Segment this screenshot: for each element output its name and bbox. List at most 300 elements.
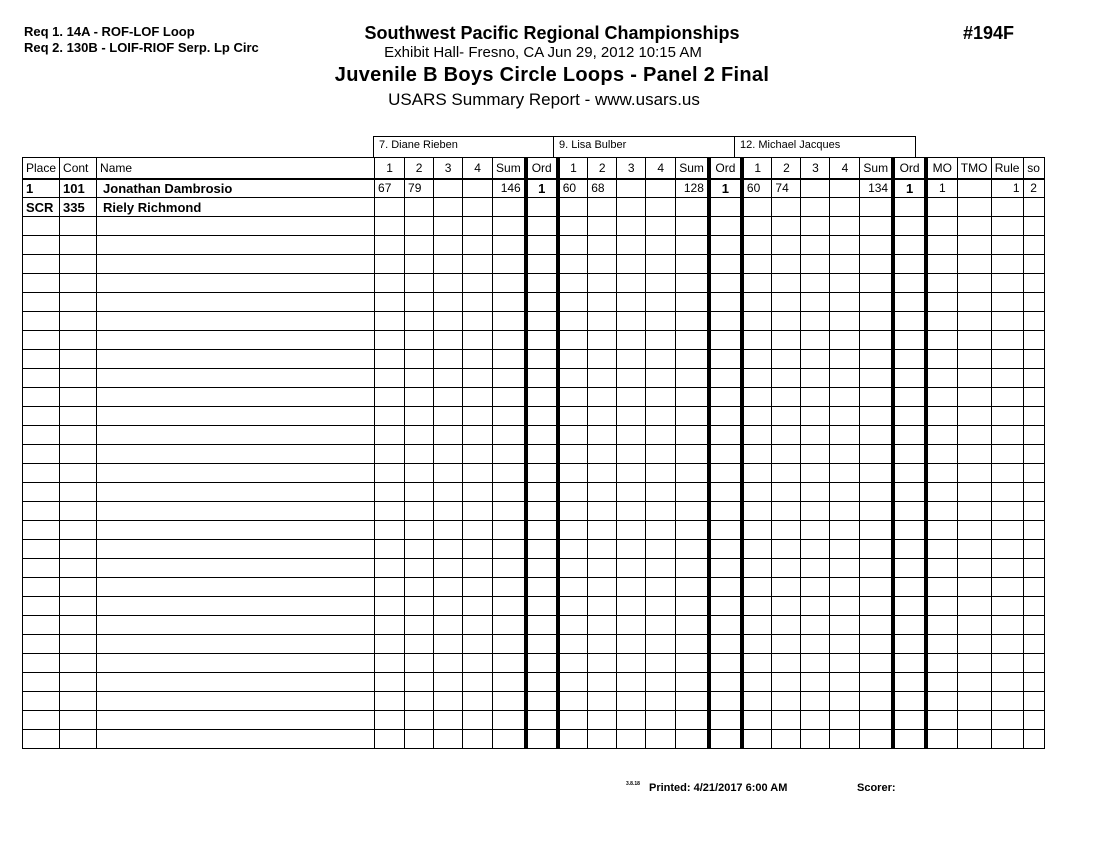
blank-cell <box>617 293 646 312</box>
blank-cell <box>893 521 926 540</box>
blank-cell <box>493 217 526 236</box>
blank-cell <box>830 312 860 331</box>
blank-cell <box>405 293 434 312</box>
blank-cell <box>676 616 709 635</box>
blank-cell <box>558 654 588 673</box>
blank-cell <box>97 426 375 445</box>
blank-cell <box>893 597 926 616</box>
j3-sum: 134 <box>860 179 893 198</box>
j1-sum: 146 <box>493 179 526 198</box>
blank-cell <box>957 312 991 331</box>
blank-cell <box>646 616 676 635</box>
blank-cell <box>463 521 493 540</box>
blank-cell <box>676 312 709 331</box>
blank-cell <box>60 369 97 388</box>
blank-cell <box>23 692 60 711</box>
blank-cell <box>646 331 676 350</box>
blank-cell <box>991 730 1023 749</box>
blank-cell <box>830 464 860 483</box>
scorer-label: Scorer: <box>857 782 896 794</box>
blank-cell <box>97 407 375 426</box>
j1-score-4 <box>463 179 493 198</box>
blank-table-row <box>23 369 1045 388</box>
blank-cell <box>434 559 463 578</box>
blank-cell <box>60 274 97 293</box>
blank-cell <box>709 730 742 749</box>
blank-cell <box>1023 521 1044 540</box>
blank-cell <box>830 559 860 578</box>
blank-cell <box>617 578 646 597</box>
blank-table-row <box>23 350 1045 369</box>
blank-cell <box>60 502 97 521</box>
blank-cell <box>1023 236 1044 255</box>
blank-cell <box>375 578 405 597</box>
blank-cell <box>991 483 1023 502</box>
blank-cell <box>1023 274 1044 293</box>
blank-cell <box>709 331 742 350</box>
blank-cell <box>375 464 405 483</box>
blank-cell <box>676 426 709 445</box>
blank-cell <box>463 369 493 388</box>
j2-col-2: 2 <box>588 158 617 179</box>
blank-cell <box>375 730 405 749</box>
blank-cell <box>375 692 405 711</box>
software-version: 3.8.18 <box>626 781 640 787</box>
blank-cell <box>97 445 375 464</box>
blank-cell <box>772 502 801 521</box>
blank-cell <box>463 673 493 692</box>
blank-cell <box>23 730 60 749</box>
blank-cell <box>617 559 646 578</box>
blank-cell <box>742 369 772 388</box>
j1-ord: 1 <box>526 179 558 198</box>
blank-cell <box>617 635 646 654</box>
blank-cell <box>493 331 526 350</box>
blank-cell <box>493 559 526 578</box>
place-cell: SCR <box>23 198 60 217</box>
j2-ord <box>709 198 742 217</box>
blank-cell <box>617 331 646 350</box>
blank-cell <box>434 217 463 236</box>
blank-cell <box>860 350 893 369</box>
col-header-tmo: TMO <box>957 158 991 179</box>
blank-cell <box>60 578 97 597</box>
j3-col-2: 2 <box>772 158 801 179</box>
blank-cell <box>434 388 463 407</box>
blank-cell <box>1023 654 1044 673</box>
blank-table-row <box>23 293 1045 312</box>
blank-cell <box>957 350 991 369</box>
blank-cell <box>646 255 676 274</box>
blank-cell <box>893 464 926 483</box>
blank-cell <box>617 350 646 369</box>
blank-cell <box>830 331 860 350</box>
blank-cell <box>434 331 463 350</box>
blank-cell <box>588 730 617 749</box>
blank-cell <box>558 426 588 445</box>
blank-cell <box>434 521 463 540</box>
blank-cell <box>405 616 434 635</box>
blank-cell <box>676 540 709 559</box>
blank-cell <box>558 369 588 388</box>
j2-sum: 128 <box>676 179 709 198</box>
blank-cell <box>957 502 991 521</box>
blank-cell <box>801 274 830 293</box>
blank-cell <box>558 483 588 502</box>
blank-cell <box>375 350 405 369</box>
blank-cell <box>375 426 405 445</box>
blank-cell <box>588 483 617 502</box>
blank-cell <box>97 350 375 369</box>
blank-cell <box>709 274 742 293</box>
blank-cell <box>772 369 801 388</box>
blank-cell <box>588 692 617 711</box>
blank-table-row <box>23 331 1045 350</box>
blank-cell <box>60 293 97 312</box>
blank-cell <box>558 597 588 616</box>
blank-cell <box>646 445 676 464</box>
blank-cell <box>742 711 772 730</box>
blank-cell <box>493 540 526 559</box>
blank-cell <box>558 255 588 274</box>
blank-cell <box>526 692 558 711</box>
blank-cell <box>742 578 772 597</box>
blank-cell <box>493 255 526 274</box>
j3-score-1: 60 <box>742 179 772 198</box>
blank-cell <box>463 331 493 350</box>
blank-cell <box>991 331 1023 350</box>
blank-cell <box>991 654 1023 673</box>
blank-cell <box>526 559 558 578</box>
blank-cell <box>646 350 676 369</box>
blank-cell <box>709 369 742 388</box>
blank-cell <box>463 502 493 521</box>
rule-cell <box>991 198 1023 217</box>
blank-cell <box>375 673 405 692</box>
blank-cell <box>801 331 830 350</box>
blank-cell <box>709 578 742 597</box>
blank-cell <box>926 274 957 293</box>
blank-cell <box>646 369 676 388</box>
blank-cell <box>617 654 646 673</box>
blank-cell <box>646 217 676 236</box>
blank-cell <box>801 616 830 635</box>
blank-cell <box>434 540 463 559</box>
blank-table-row <box>23 445 1045 464</box>
blank-cell <box>991 236 1023 255</box>
blank-cell <box>405 464 434 483</box>
blank-cell <box>23 426 60 445</box>
blank-cell <box>375 255 405 274</box>
blank-cell <box>375 388 405 407</box>
blank-cell <box>405 312 434 331</box>
blank-cell <box>405 426 434 445</box>
blank-cell <box>23 559 60 578</box>
blank-cell <box>558 521 588 540</box>
blank-table-row <box>23 274 1045 293</box>
blank-cell <box>463 445 493 464</box>
blank-cell <box>830 597 860 616</box>
blank-cell <box>772 331 801 350</box>
blank-cell <box>558 445 588 464</box>
blank-cell <box>991 502 1023 521</box>
blank-cell <box>860 597 893 616</box>
blank-cell <box>926 331 957 350</box>
table-row <box>23 179 1045 198</box>
blank-cell <box>772 673 801 692</box>
blank-cell <box>801 255 830 274</box>
blank-cell <box>375 483 405 502</box>
blank-table-row <box>23 559 1045 578</box>
blank-table-row <box>23 673 1045 692</box>
blank-cell <box>588 597 617 616</box>
blank-cell <box>434 616 463 635</box>
blank-cell <box>860 331 893 350</box>
blank-cell <box>526 255 558 274</box>
blank-cell <box>1023 730 1044 749</box>
blank-cell <box>60 464 97 483</box>
blank-cell <box>709 654 742 673</box>
blank-cell <box>375 217 405 236</box>
blank-cell <box>23 407 60 426</box>
blank-cell <box>742 540 772 559</box>
blank-cell <box>97 255 375 274</box>
blank-cell <box>405 635 434 654</box>
blank-cell <box>463 274 493 293</box>
cont-cell: 101 <box>60 179 97 198</box>
blank-cell <box>860 369 893 388</box>
blank-cell <box>588 521 617 540</box>
blank-cell <box>646 635 676 654</box>
blank-cell <box>463 255 493 274</box>
blank-cell <box>558 730 588 749</box>
blank-cell <box>830 711 860 730</box>
blank-table-row <box>23 711 1045 730</box>
blank-cell <box>742 407 772 426</box>
blank-cell <box>526 293 558 312</box>
blank-cell <box>957 407 991 426</box>
blank-cell <box>588 559 617 578</box>
blank-cell <box>617 597 646 616</box>
blank-cell <box>801 293 830 312</box>
blank-cell <box>588 369 617 388</box>
so-cell <box>1023 198 1044 217</box>
blank-cell <box>375 711 405 730</box>
blank-cell <box>772 217 801 236</box>
blank-cell <box>97 312 375 331</box>
j1-score-2: 79 <box>405 179 434 198</box>
blank-cell <box>23 369 60 388</box>
blank-cell <box>60 388 97 407</box>
blank-cell <box>617 730 646 749</box>
blank-cell <box>676 692 709 711</box>
blank-cell <box>526 521 558 540</box>
blank-cell <box>893 236 926 255</box>
blank-cell <box>926 635 957 654</box>
blank-table-row <box>23 426 1045 445</box>
blank-cell <box>742 445 772 464</box>
blank-cell <box>23 274 60 293</box>
blank-cell <box>646 274 676 293</box>
blank-cell <box>526 635 558 654</box>
blank-cell <box>463 312 493 331</box>
blank-cell <box>830 369 860 388</box>
blank-cell <box>526 331 558 350</box>
j3-col-4: 4 <box>830 158 860 179</box>
blank-cell <box>1023 673 1044 692</box>
blank-cell <box>926 730 957 749</box>
blank-cell <box>893 502 926 521</box>
blank-cell <box>463 616 493 635</box>
blank-cell <box>742 502 772 521</box>
blank-cell <box>526 236 558 255</box>
blank-cell <box>23 255 60 274</box>
blank-cell <box>676 255 709 274</box>
j1-score-2 <box>405 198 434 217</box>
blank-cell <box>991 616 1023 635</box>
blank-cell <box>926 236 957 255</box>
blank-cell <box>676 217 709 236</box>
blank-cell <box>588 388 617 407</box>
blank-cell <box>558 692 588 711</box>
blank-cell <box>493 730 526 749</box>
blank-cell <box>617 312 646 331</box>
blank-cell <box>405 217 434 236</box>
blank-cell <box>957 730 991 749</box>
blank-cell <box>60 616 97 635</box>
blank-cell <box>772 426 801 445</box>
blank-cell <box>1023 217 1044 236</box>
blank-cell <box>926 464 957 483</box>
blank-cell <box>97 502 375 521</box>
blank-cell <box>97 388 375 407</box>
blank-cell <box>742 654 772 673</box>
blank-cell <box>463 559 493 578</box>
blank-cell <box>493 388 526 407</box>
blank-cell <box>60 236 97 255</box>
blank-cell <box>646 730 676 749</box>
blank-cell <box>801 673 830 692</box>
blank-cell <box>801 578 830 597</box>
blank-cell <box>742 331 772 350</box>
blank-cell <box>676 597 709 616</box>
blank-cell <box>617 521 646 540</box>
blank-cell <box>558 407 588 426</box>
blank-cell <box>405 692 434 711</box>
blank-cell <box>676 236 709 255</box>
blank-cell <box>558 217 588 236</box>
blank-cell <box>926 578 957 597</box>
blank-cell <box>405 502 434 521</box>
blank-cell <box>375 597 405 616</box>
col-header-mo: MO <box>926 158 957 179</box>
j2-col-ord: Ord <box>709 158 742 179</box>
blank-cell <box>742 483 772 502</box>
blank-cell <box>558 312 588 331</box>
blank-cell <box>60 331 97 350</box>
blank-cell <box>860 502 893 521</box>
blank-cell <box>893 692 926 711</box>
blank-table-row <box>23 483 1045 502</box>
blank-cell <box>463 597 493 616</box>
blank-cell <box>375 369 405 388</box>
blank-cell <box>860 388 893 407</box>
blank-cell <box>23 445 60 464</box>
blank-cell <box>957 236 991 255</box>
blank-cell <box>772 350 801 369</box>
blank-cell <box>860 293 893 312</box>
blank-cell <box>709 616 742 635</box>
blank-cell <box>860 730 893 749</box>
blank-cell <box>375 236 405 255</box>
blank-cell <box>23 521 60 540</box>
blank-cell <box>991 673 1023 692</box>
blank-cell <box>926 692 957 711</box>
blank-cell <box>434 236 463 255</box>
blank-cell <box>617 502 646 521</box>
blank-cell <box>926 654 957 673</box>
blank-cell <box>830 407 860 426</box>
blank-cell <box>646 407 676 426</box>
blank-cell <box>558 502 588 521</box>
blank-cell <box>375 407 405 426</box>
blank-cell <box>991 521 1023 540</box>
blank-cell <box>860 312 893 331</box>
blank-cell <box>434 654 463 673</box>
blank-cell <box>646 597 676 616</box>
blank-cell <box>405 445 434 464</box>
blank-cell <box>893 369 926 388</box>
blank-cell <box>646 540 676 559</box>
blank-cell <box>646 236 676 255</box>
blank-cell <box>1023 255 1044 274</box>
j3-score-3 <box>801 198 830 217</box>
blank-cell <box>646 521 676 540</box>
blank-cell <box>434 445 463 464</box>
j2-score-2 <box>588 198 617 217</box>
blank-cell <box>893 217 926 236</box>
blank-cell <box>558 559 588 578</box>
blank-cell <box>893 578 926 597</box>
j3-score-1 <box>742 198 772 217</box>
blank-cell <box>772 730 801 749</box>
blank-cell <box>558 616 588 635</box>
blank-cell <box>405 559 434 578</box>
blank-cell <box>375 540 405 559</box>
blank-cell <box>60 559 97 578</box>
blank-cell <box>801 236 830 255</box>
blank-cell <box>434 502 463 521</box>
blank-cell <box>588 635 617 654</box>
blank-cell <box>463 483 493 502</box>
blank-cell <box>23 388 60 407</box>
blank-cell <box>1023 312 1044 331</box>
blank-cell <box>860 236 893 255</box>
blank-cell <box>558 274 588 293</box>
blank-cell <box>676 502 709 521</box>
blank-cell <box>526 464 558 483</box>
blank-table-row <box>23 236 1045 255</box>
blank-cell <box>23 331 60 350</box>
blank-cell <box>434 426 463 445</box>
blank-cell <box>676 483 709 502</box>
blank-cell <box>405 369 434 388</box>
blank-cell <box>646 312 676 331</box>
blank-cell <box>957 388 991 407</box>
blank-cell <box>434 312 463 331</box>
blank-cell <box>617 369 646 388</box>
blank-cell <box>801 521 830 540</box>
